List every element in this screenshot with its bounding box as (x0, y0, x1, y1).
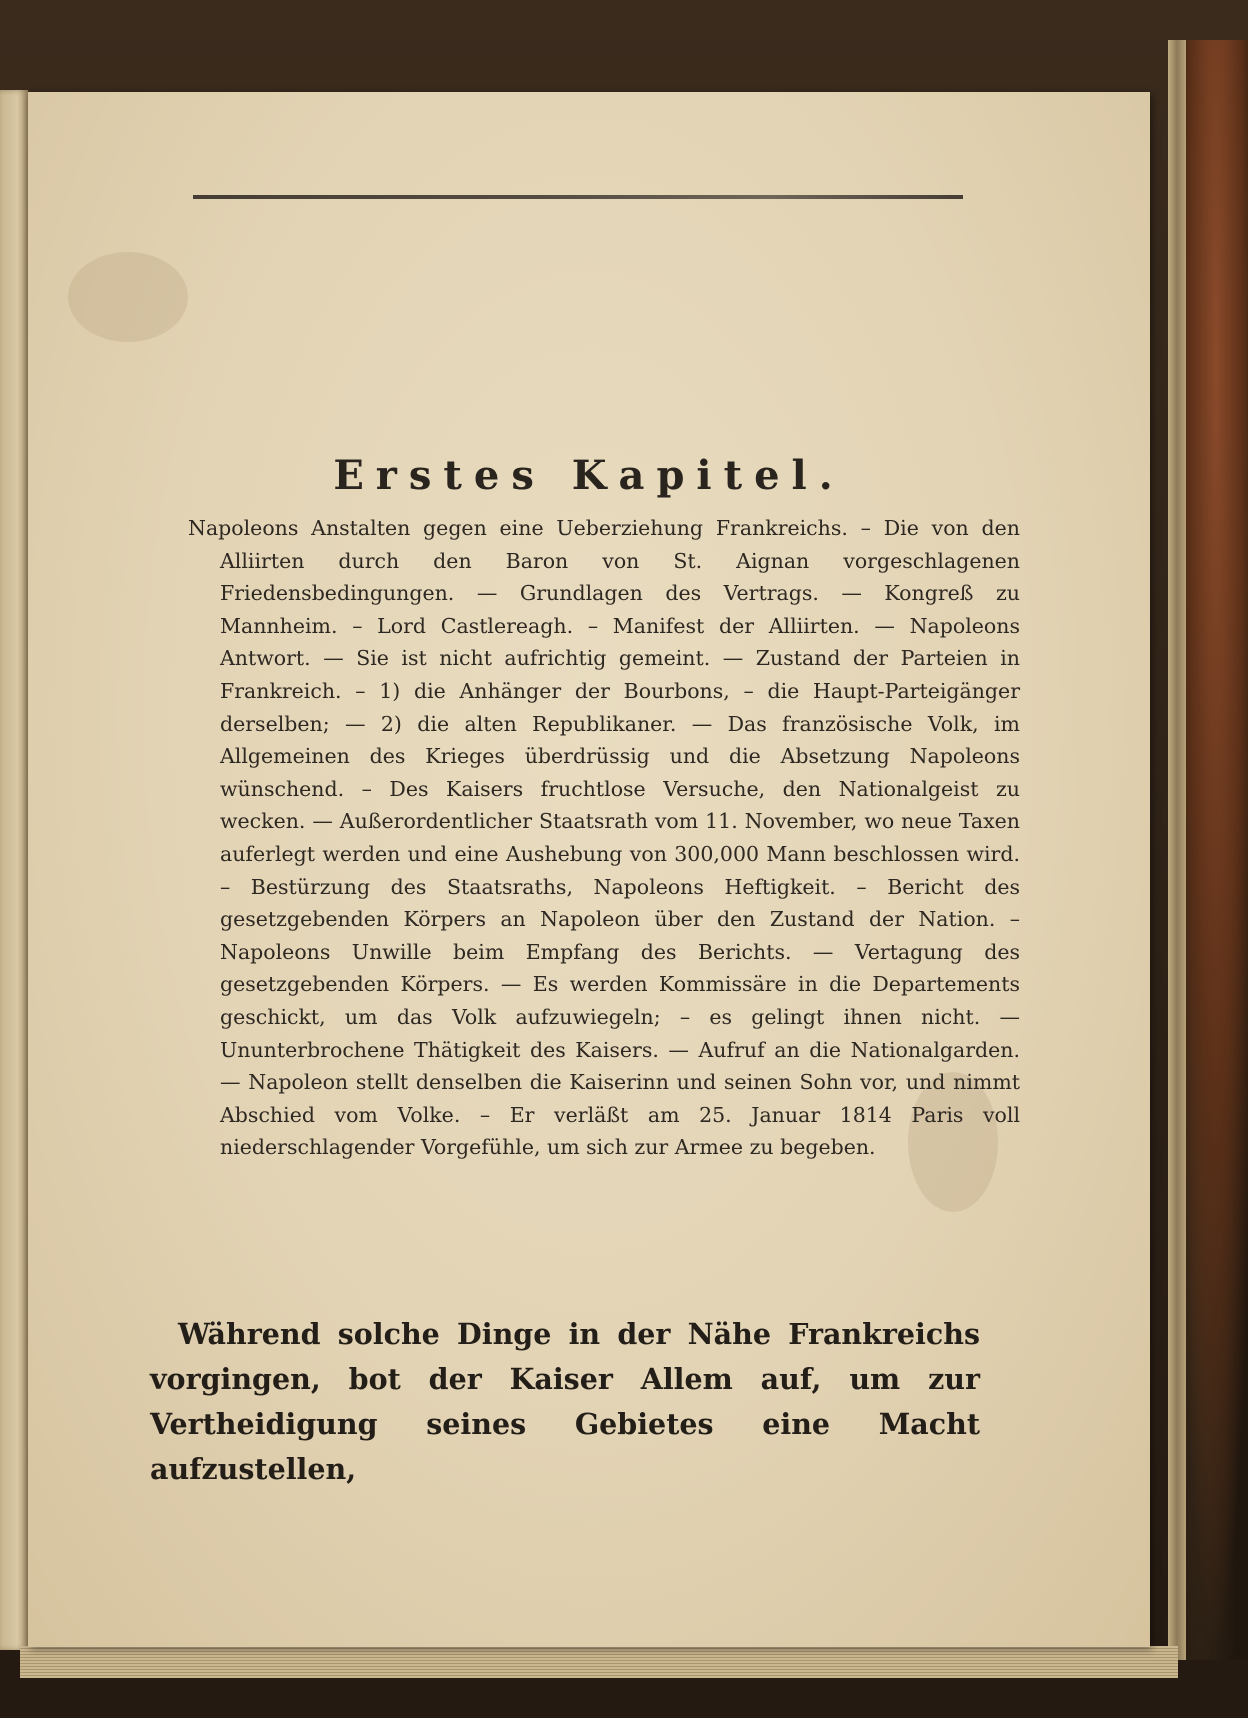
book-cover-binding (1168, 40, 1248, 1660)
chapter-summary: Napoleons Anstalten gegen eine Ueberziehung Frankreichs. – Die von den Alliirten durch den Baron von St. Aignan vorgeschlagenen Friedensbedingungen. — Grundlagen des Vertrags. — Kongreß zu Mannheim. – Lord Castlereagh. – Manifest der Alliirten. — Napoleons Antwort. — Sie ist nicht aufrichtig gemeint. — Zustand der Parteien in Frankreich. – 1) die Anhänger der Bourbons, – die Haupt-Parteigänger derselben; — 2) die alten Republikaner. — Das französische Volk, im Allgemeinen des Krieges überdrüssig und die Absetzung Napoleons wünschend. – Des Kaisers fruchtlose Versuche, den Nationalgeist zu wecken. — Außerordentlicher Staatsrath vom 11. November, wo neue Taxen auferlegt werden und eine Aushebung von 300,000 Mann beschlossen wird. – Bestürzung des Staatsraths, Napoleons Heftigkeit. – Bericht des gesetzgebenden Körpers an Napoleon über den Zustand der Nation. – Napoleons Unwille beim Empfang des Berichts. — Vertagung des gesetzgebenden Körpers. — Es werden Kommissäre in die Departements geschickt, um das Volk aufzuwiegeln; – es gelingt ihnen nicht. — Ununterbrochene Thätigkeit des Kaisers. — Aufruf an die Nationalgarden. — Napoleon stellt denselben die Kaiserinn und seinen Sohn vor, und nimmt Abschied vom Volke. – Er verläßt am 25. Januar 1814 Paris voll niederschlagender Vorgefühle, um sich zur Armee zu begeben. (188, 516, 1020, 1160)
chapter-title: Erstes Kapitel. (333, 452, 845, 499)
page-edges (20, 1646, 1178, 1678)
paper-stain (68, 252, 188, 342)
previous-page-edge (0, 90, 28, 1650)
book-page (28, 92, 1150, 1647)
header-rule (193, 195, 963, 199)
body-paragraph: Während solche Dinge in der Nähe Frankreichs vorgingen, bot der Kaiser Allem auf, um zur Vertheidigung seines Gebietes eine Macht aufzustellen, (150, 1317, 980, 1486)
